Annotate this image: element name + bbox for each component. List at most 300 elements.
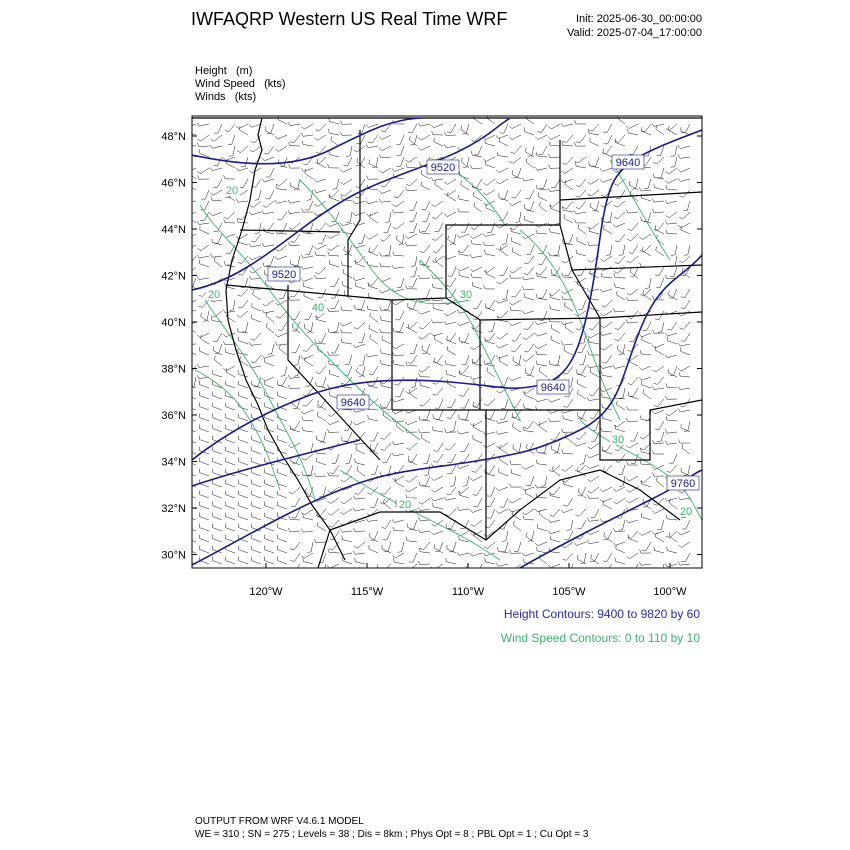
- wind-barb: [353, 223, 365, 226]
- wind-barb: [278, 377, 287, 386]
- wind-barb: [580, 553, 586, 564]
- wind-barb: [575, 465, 586, 472]
- wind-barb: [342, 536, 352, 543]
- wind-barb: [319, 377, 326, 387]
- wind-barb: [301, 124, 313, 129]
- wind-barb: [587, 495, 599, 499]
- wind-barb: [379, 154, 391, 158]
- wind-barb: [513, 521, 521, 531]
- wind-barb: [251, 333, 262, 340]
- wind-barb: [340, 132, 352, 136]
- wind-barb: [679, 372, 690, 377]
- wind-barb: [392, 352, 404, 356]
- wind-barb: [587, 465, 599, 469]
- wind-barb: [639, 377, 651, 380]
- wind-barb: [418, 507, 430, 510]
- wind-barb: [470, 509, 482, 513]
- wind-barb: [657, 432, 664, 442]
- wind-barb: [499, 468, 508, 476]
- wind-barb: [538, 124, 547, 132]
- wind-barb: [548, 188, 560, 191]
- wind-barb: [262, 179, 274, 182]
- svg-text:20: 20: [398, 499, 412, 511]
- wind-barb: [422, 201, 431, 210]
- wind-barb: [301, 278, 313, 281]
- wind-barb: [548, 124, 560, 129]
- wind-barb: [353, 201, 365, 204]
- wind-barb: [670, 267, 677, 277]
- wind-barb: [602, 146, 612, 154]
- wind-barb: [252, 502, 262, 509]
- wind-barb: [380, 329, 391, 333]
- wind-barb: [237, 289, 248, 296]
- wind-barb: [340, 179, 352, 185]
- wind-barb: [565, 323, 573, 333]
- lon-label: 100°W: [653, 586, 687, 598]
- wind-barb: [629, 146, 638, 155]
- wind-barb: [318, 333, 326, 342]
- wind-barb: [405, 487, 417, 492]
- wind-barb: [213, 469, 223, 476]
- wind-barb: [510, 460, 521, 465]
- wind-barb: [619, 520, 625, 530]
- wind-barb: [641, 513, 651, 520]
- wind-barb: [522, 553, 534, 556]
- wind-barb: [616, 545, 625, 553]
- wind-barb: [249, 212, 261, 215]
- wind-barb: [307, 542, 313, 553]
- wind-barb: [458, 487, 469, 494]
- wind-barb: [408, 355, 417, 363]
- wind-barb: [432, 212, 443, 219]
- wind-barb: [418, 561, 430, 565]
- wind-barb: [266, 312, 274, 322]
- wind-barb: [315, 124, 326, 131]
- wind-barb: [381, 487, 391, 495]
- wind-barb: [578, 224, 586, 234]
- wind-barb: [486, 465, 495, 473]
- wind-barb: [213, 535, 223, 542]
- wind-barb: [578, 300, 586, 309]
- wind-barb: [615, 333, 625, 341]
- wind-barb: [353, 278, 365, 281]
- wind-barb: [592, 201, 599, 211]
- wind-barb: [524, 216, 534, 223]
- wind-barb: [589, 227, 599, 234]
- wind-barb: [266, 168, 274, 177]
- lon-label: 120°W: [249, 586, 283, 598]
- wind-barb: [626, 319, 638, 323]
- wind-barb: [644, 212, 651, 222]
- wind-barb: [262, 355, 274, 358]
- wind-barb: [645, 278, 651, 289]
- wind-barb: [200, 347, 209, 355]
- wind-barb: [226, 458, 236, 465]
- wind-barb: [540, 179, 548, 189]
- wind-barb: [681, 553, 690, 562]
- wind-barb: [601, 371, 612, 377]
- lon-label: 115°W: [350, 586, 384, 598]
- wind-barb: [447, 465, 456, 474]
- wind-barb: [539, 289, 547, 298]
- wind-barb: [419, 333, 430, 339]
- wind-barb: [327, 429, 339, 433]
- wind-barb: [353, 528, 365, 532]
- wind-barb: [262, 211, 274, 214]
- wind-barb: [228, 135, 235, 145]
- contour-labels: [206, 155, 699, 518]
- wind-barb: [252, 303, 261, 311]
- wind-barb: [187, 524, 197, 531]
- wind-barb: [431, 498, 443, 501]
- wind-barb: [446, 333, 456, 341]
- wind-barb: [577, 237, 586, 245]
- wind-barb: [665, 355, 677, 358]
- wind-barb: [604, 467, 613, 476]
- wind-barb: [371, 498, 379, 507]
- wind-barb: [639, 562, 651, 566]
- wind-barb: [666, 515, 677, 520]
- wind-barb: [526, 158, 534, 168]
- field-label-winds: Winds (kts): [195, 91, 257, 103]
- wind-barb: [628, 377, 638, 385]
- wind-barb: [266, 190, 274, 199]
- wind-barb: [589, 322, 599, 330]
- wind-barb: [432, 284, 443, 289]
- wind-barb: [265, 535, 275, 542]
- wind-barb: [627, 461, 638, 465]
- wind-label: [310, 301, 326, 314]
- wind-barb: [591, 555, 599, 564]
- wind-barb: [474, 379, 483, 388]
- wind-barb: [184, 300, 196, 305]
- wind-barb: [236, 199, 248, 203]
- wind-barb: [524, 404, 534, 410]
- wind-barb: [548, 135, 560, 140]
- wind-barb: [563, 480, 573, 487]
- wind-barb: [278, 116, 287, 124]
- wind-barb: [380, 263, 391, 267]
- wind-barb: [667, 465, 677, 473]
- wind-barb: [550, 228, 560, 234]
- wind-barb: [421, 182, 430, 190]
- wind-barb: [522, 277, 534, 280]
- wind-barb: [524, 322, 534, 330]
- wind-barb: [486, 270, 495, 278]
- wind-barb: [606, 245, 612, 256]
- wind-barb: [554, 443, 560, 453]
- wind-barb: [552, 466, 560, 476]
- wind-barb: [444, 321, 456, 324]
- wind-barb: [187, 513, 197, 520]
- wind-barb: [354, 146, 365, 152]
- wind-barb: [671, 146, 677, 156]
- wind-barb: [432, 234, 443, 241]
- wind-barb: [288, 122, 300, 125]
- wind-barb: [406, 537, 417, 542]
- wind-barb: [538, 146, 547, 155]
- wind-barb: [380, 307, 391, 311]
- wind-barb: [486, 300, 495, 308]
- wind-barb: [666, 185, 677, 190]
- wind-barb: [666, 410, 678, 416]
- wind-barb: [447, 278, 456, 286]
- wind-barb: [549, 465, 560, 472]
- wind-label: [397, 498, 413, 511]
- wind-barb: [397, 146, 405, 155]
- wind-barb: [576, 190, 587, 197]
- lat-label: 34°N: [161, 456, 186, 469]
- wind-barb: [577, 412, 586, 421]
- wind-barb: [314, 245, 326, 249]
- wind-barb: [509, 300, 521, 305]
- wind-barb: [294, 355, 300, 365]
- wind-barb: [288, 528, 300, 532]
- wind-barb: [229, 300, 235, 311]
- wind-barb: [627, 355, 639, 361]
- wind-barb: [252, 447, 262, 454]
- wind-barb: [358, 124, 365, 134]
- wind-barb: [679, 439, 691, 443]
- wind-barb: [459, 491, 469, 498]
- wind-barb: [200, 535, 210, 542]
- wind-barb: [459, 250, 470, 256]
- wind-barb: [396, 388, 404, 397]
- wind-barb: [212, 370, 222, 377]
- wind-barb: [641, 381, 651, 388]
- wind-barb: [213, 491, 223, 498]
- wind-barb: [486, 161, 496, 168]
- wind-barb: [393, 558, 404, 564]
- wind-barb: [654, 377, 664, 385]
- wind-barb: [665, 498, 677, 501]
- lat-label: 38°N: [161, 363, 186, 376]
- wind-barb: [604, 225, 613, 234]
- wind-barb: [526, 366, 534, 375]
- wind-barb: [431, 333, 443, 336]
- wind-barb: [522, 286, 534, 290]
- wind-barb: [210, 145, 222, 148]
- wind-barb: [684, 465, 690, 475]
- field-label-wind-speed: Wind Speed (kts): [195, 78, 286, 90]
- wind-barb: [617, 401, 626, 410]
- wind-contour-line: [340, 470, 500, 560]
- wind-barb: [654, 546, 664, 553]
- wind-barb: [211, 135, 222, 141]
- wind-barb: [262, 310, 274, 313]
- wind-barb: [590, 138, 599, 146]
- wind-barb: [301, 255, 313, 258]
- wind-barb: [406, 564, 417, 570]
- wind-barb: [457, 431, 469, 434]
- wind-barb: [224, 175, 235, 179]
- wind-barb: [666, 416, 677, 421]
- wind-barb: [550, 509, 560, 516]
- wind-barb: [418, 275, 430, 279]
- wind-barb: [460, 454, 469, 463]
- wind-barb: [575, 120, 586, 124]
- wind-barb: [420, 381, 430, 388]
- wind-barb: [447, 379, 456, 388]
- wind-barb: [253, 291, 261, 300]
- wind-barb: [366, 201, 378, 204]
- wind-barb: [197, 333, 209, 338]
- wind-barb: [535, 542, 547, 546]
- wind-barb: [448, 267, 456, 276]
- wind-barb: [484, 285, 495, 289]
- wind-barb: [522, 465, 534, 469]
- wind-label: [224, 184, 240, 197]
- wind-barb: [537, 524, 547, 531]
- wind-barb: [278, 381, 288, 388]
- wind-barb: [474, 146, 482, 155]
- wind-barb: [419, 366, 430, 372]
- wind-barb: [410, 344, 417, 354]
- wind-barb: [239, 392, 249, 399]
- lat-label: 42°N: [161, 270, 186, 283]
- wind-barb: [656, 278, 664, 287]
- wind-barb: [369, 545, 378, 553]
- svg-text:20: 20: [225, 185, 239, 197]
- wind-barb: [435, 181, 443, 191]
- wind-barb: [578, 390, 586, 399]
- wind-barb: [353, 421, 365, 425]
- wind-barb: [630, 432, 638, 441]
- wind-barb: [410, 223, 417, 233]
- wind-barb: [483, 242, 495, 246]
- wind-barb: [251, 355, 261, 363]
- wind-barb: [289, 223, 300, 230]
- wind-barb: [275, 333, 287, 337]
- wind-barb: [294, 256, 300, 266]
- wind-barb: [462, 410, 469, 420]
- wind-barb: [432, 426, 443, 432]
- wind-barb: [512, 289, 522, 297]
- wind-barb: [642, 247, 651, 256]
- wind-barb: [461, 333, 469, 342]
- wind-barb: [354, 322, 365, 329]
- wind-barb: [213, 425, 223, 432]
- state-border: [348, 296, 392, 410]
- wind-barb: [447, 336, 456, 344]
- wind-barb: [502, 234, 508, 244]
- wind-barb: [566, 234, 573, 244]
- wind-barb: [509, 498, 521, 503]
- wind-barb: [239, 126, 248, 135]
- wind-barb: [187, 447, 197, 454]
- svg-text:20: 20: [679, 506, 693, 518]
- wind-barb: [587, 179, 599, 184]
- wind-barb: [580, 454, 586, 464]
- wind-barb: [250, 146, 261, 152]
- wind-barb: [536, 185, 547, 190]
- wind-barb: [314, 179, 326, 182]
- wind-barb: [564, 399, 574, 407]
- wind-barb: [639, 366, 651, 370]
- wind-barb: [409, 212, 417, 221]
- wind-barb: [539, 510, 547, 520]
- wind-barb: [408, 456, 417, 465]
- wind-barb: [392, 476, 404, 481]
- wind-barb: [278, 524, 288, 531]
- wind-barb: [485, 333, 495, 341]
- baja-coast: [318, 530, 330, 568]
- wind-barb: [528, 146, 534, 156]
- field-label-height: Height (m): [195, 65, 253, 77]
- wind-barb: [680, 322, 691, 329]
- wind-barb: [423, 454, 430, 464]
- wind-barb: [459, 536, 469, 542]
- wind-barb: [368, 135, 378, 143]
- wind-barb: [681, 347, 690, 355]
- wind-barb: [187, 392, 197, 399]
- wind-barb: [541, 476, 547, 486]
- wind-barb: [379, 168, 391, 173]
- wind-barb: [511, 146, 521, 154]
- wind-barb: [576, 201, 586, 209]
- wind-barb: [366, 234, 378, 239]
- wind-barb: [252, 458, 262, 465]
- wind-barb: [278, 469, 288, 476]
- wind-barb: [640, 549, 652, 553]
- wind-barb: [550, 305, 560, 311]
- wind-barb: [459, 272, 469, 279]
- wind-barb: [678, 155, 690, 159]
- wind-barb: [353, 496, 365, 500]
- wind-barb: [536, 460, 547, 465]
- wind-barb: [358, 234, 365, 244]
- wind-barb: [588, 190, 599, 196]
- wind-barb: [603, 149, 612, 157]
- wind-barb: [410, 201, 418, 210]
- wind-barb: [355, 459, 365, 465]
- wind-barb: [213, 179, 222, 188]
- wind-barb: [226, 381, 236, 388]
- wind-barb: [485, 558, 495, 564]
- wind-barb: [510, 157, 521, 163]
- wind-barb: [187, 469, 197, 476]
- wind-barb: [431, 476, 443, 481]
- wind-barb: [501, 542, 508, 552]
- wind-barb: [574, 278, 586, 283]
- wind-barb: [667, 322, 677, 330]
- wind-barb: [603, 553, 612, 562]
- wind-barb: [592, 157, 599, 167]
- wind-barb: [461, 223, 469, 232]
- wind-barb: [656, 533, 665, 542]
- wind-barb: [587, 518, 599, 522]
- wind-barb: [434, 223, 443, 232]
- wind-barb: [419, 229, 430, 234]
- wind-barb: [200, 546, 210, 553]
- wind-barb: [487, 487, 495, 496]
- wind-barb: [331, 136, 339, 146]
- wind-barb: [550, 487, 560, 495]
- wind-barb: [353, 344, 365, 348]
- wind-barb: [236, 124, 248, 129]
- wind-barb: [262, 243, 274, 247]
- wind-barb: [368, 278, 378, 286]
- height-contour-line: [192, 118, 420, 164]
- wind-barb: [619, 388, 625, 399]
- wind-barb: [214, 356, 222, 366]
- wind-barb: [431, 564, 443, 569]
- init-time: Init: 2025-06-30_00:00:00: [576, 13, 702, 25]
- wind-barb: [184, 341, 196, 345]
- wind-barb: [496, 355, 508, 358]
- wind-barb: [353, 551, 365, 554]
- wind-barb: [301, 529, 313, 533]
